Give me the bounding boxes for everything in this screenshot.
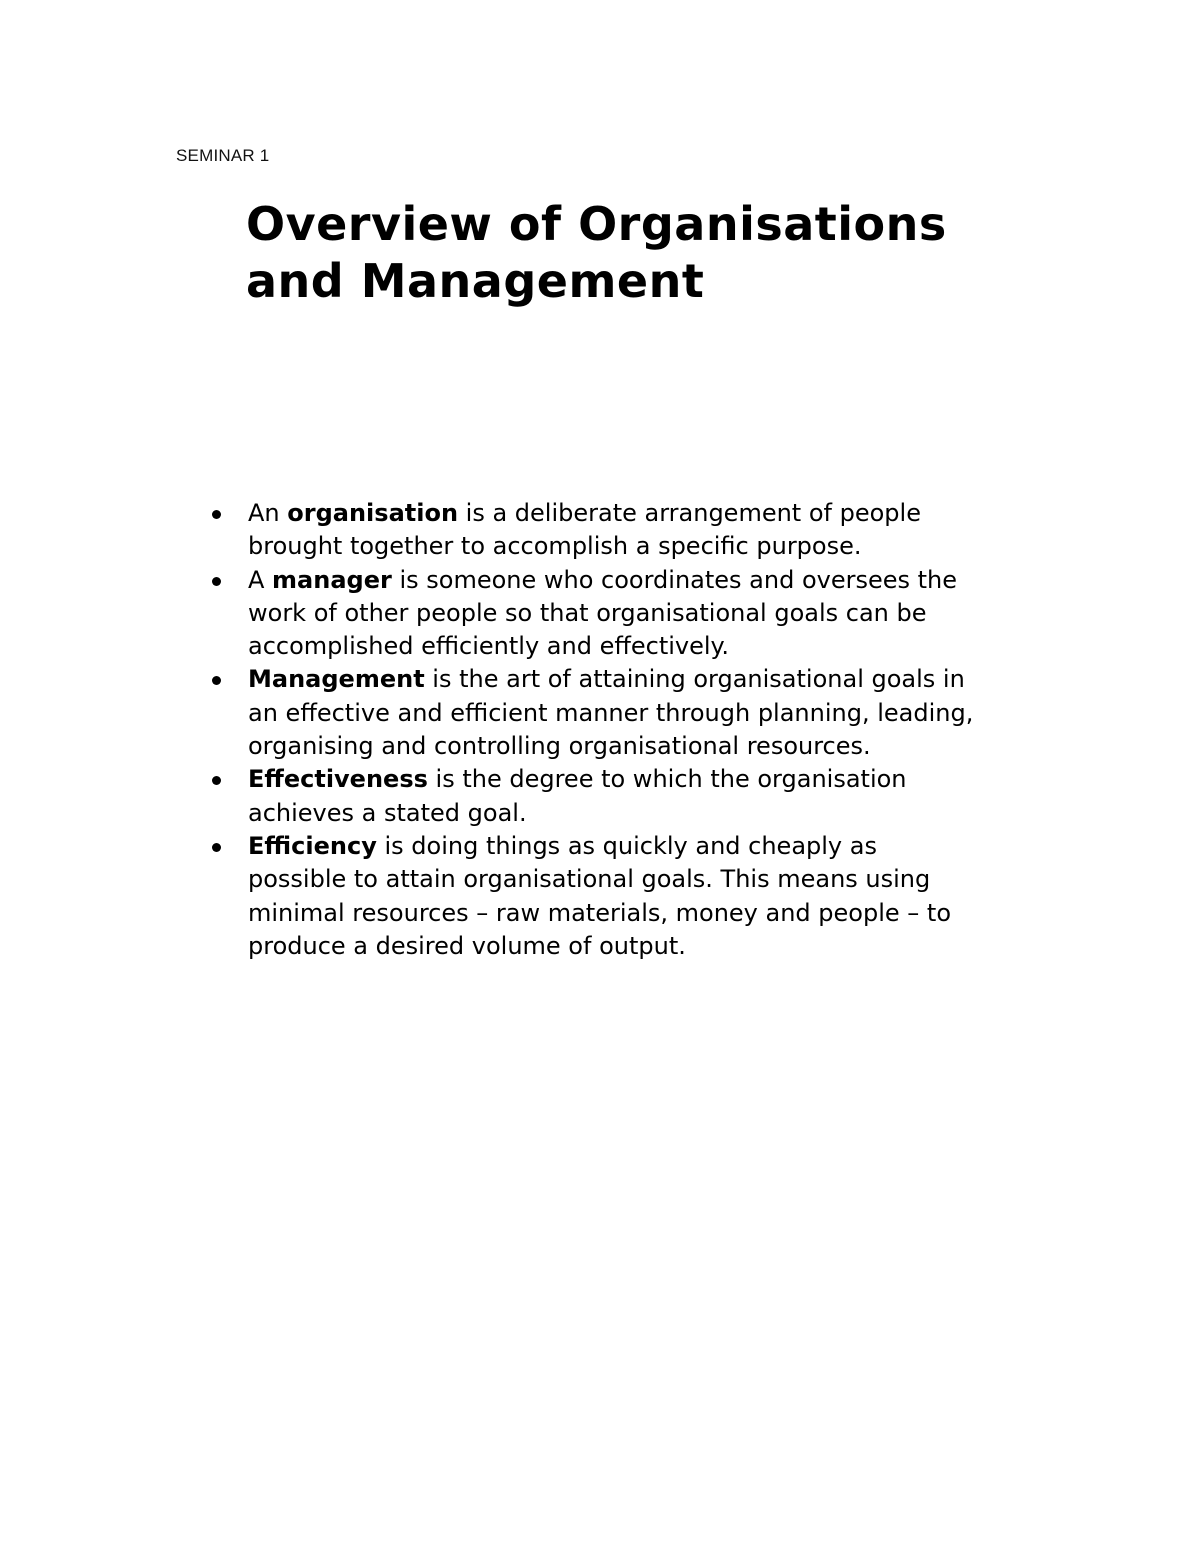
page-title	[246, 196, 1126, 310]
definition-text: is a deliberate arrangement of people	[458, 499, 921, 527]
list-item-line	[248, 497, 1072, 530]
list-item-line	[248, 663, 1072, 696]
list-item-management	[212, 663, 1072, 763]
term-prefix: A	[248, 565, 273, 594]
term-efficiency: Efficiency	[248, 831, 377, 860]
bullet-icon	[212, 510, 221, 519]
bullet-icon	[212, 776, 221, 785]
term-effectiveness: Effectiveness	[248, 765, 428, 794]
list-item-line: produce a desired volume of output.	[248, 931, 686, 960]
definition-text: is doing things as quickly and cheaply as	[376, 831, 877, 860]
bullet-icon	[212, 577, 221, 586]
list-item-line	[248, 564, 1072, 597]
list-item-line: brought together to accomplish a specific purpose.	[248, 532, 862, 561]
list-item-efficiency	[212, 830, 1072, 963]
term-prefix: An	[248, 499, 288, 527]
definitions-list	[212, 497, 1072, 963]
list-item-line: work of other people so that organisational goals can be	[248, 598, 927, 627]
bullet-icon	[212, 843, 221, 852]
list-item-line: achieves a stated goal.	[248, 798, 527, 827]
list-item-effectiveness	[212, 763, 1072, 830]
list-item-organisation	[212, 497, 1072, 564]
term-manager: manager	[272, 565, 392, 594]
term-organisation: organisation	[287, 499, 459, 527]
term-management: Management	[248, 665, 425, 694]
list-item-line: accomplished efficiently and effectively.	[248, 632, 729, 661]
definition-text: is the degree to which the organisation	[427, 765, 907, 794]
list-item-manager	[212, 564, 1072, 664]
list-item-line: organising and controlling organisational resources.	[248, 732, 871, 761]
title-line-1: Overview of Organisations	[246, 197, 947, 251]
list-item-line: possible to attain organisational goals. This means using	[248, 865, 931, 894]
definition-text: is someone who coordinates and oversees the	[391, 565, 958, 594]
bullet-icon	[212, 676, 221, 685]
definition-text: is the art of attaining organisational goals in	[424, 665, 965, 694]
list-item-line: minimal resources – raw materials, money and people – to	[248, 898, 951, 927]
list-item-line	[248, 763, 1072, 796]
list-item-line	[248, 830, 1072, 863]
list-item-line: an effective and efficient manner through planning, leading,	[248, 698, 974, 727]
title-line-2: and Management	[246, 254, 705, 308]
seminar-label: SEMINAR 1	[176, 146, 270, 165]
